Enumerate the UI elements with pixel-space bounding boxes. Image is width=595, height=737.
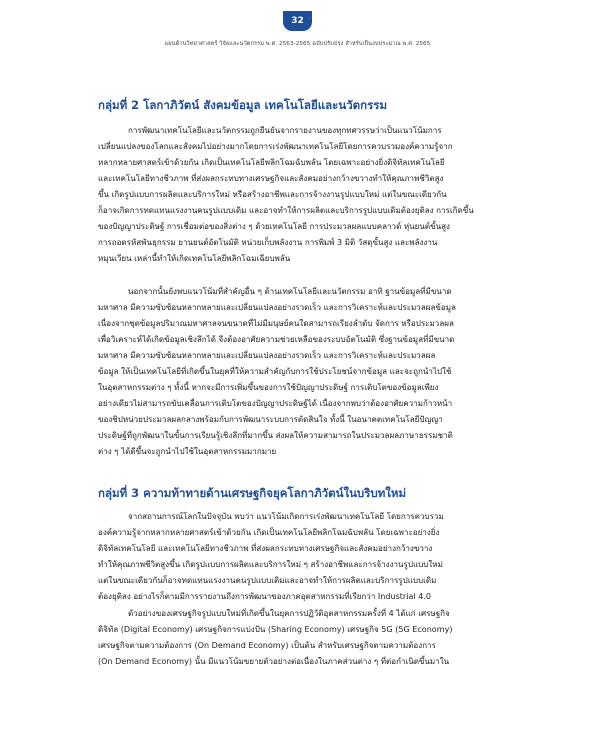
text-line: เพื่อวิเคราะห์ได้เกิดข้อมูลเชิงลึกได้ จึงต้องอาศัยความช่วยเหลือของระบบอัตโนมัติ ซึ่งฐานข้อมูลที่มีขนาด (98, 335, 455, 344)
text-line: และเทคโนโลยีทางชีวภาพ ที่ส่งผลกระทบทางเศรษฐกิจและสังคมอย่างกว้างขวางทำให้คุณภาพชีวิตสูง (98, 174, 444, 183)
text-line: ขึ้น เกิดรูปแบบการผลิตและบริการใหม่ หรือสร้างอาชีพและการจ้างงานรูปแบบใหม่ แต่ในขณะเดียวกัน (98, 190, 447, 199)
text-line: มหาศาล มีความซับซ้อนหลากหลายและเปลี่ยนแปลงอย่างรวดเร็ว และการวิเคราะห์และประมวลผล (98, 351, 436, 360)
running-header: แผนด้านวิทยาศาสตร์ วิจัยและนวัตกรรม พ.ศ. 2563-2565 ฉบับปรับปรุง สำหรับเป็นงบประมาณ พ.ศ. 2565 (164, 41, 431, 47)
text-line: อย่างเดียวไม่สามารถขับเคลื่อนการเติบโตของปัญญาประดิษฐ์ได้ เนื่องจากพบว่าต้องอาศัยความก้าวหน้า (98, 399, 453, 408)
text-line: ก็อาจเกิดการทดแทนแรงงานคนรูปแบบเดิม และอาจทำให้การผลิตและบริการรูปแบบเดิมต้องยุติลง การเกิดขึ้น (98, 206, 474, 215)
text-line: หลากหลายศาสตร์เข้าด้วยกัน เกิดเป็นเทคโนโลยีพลิกโฉมฉับพลัน โดยเฉพาะอย่างยิ่งดิจิทัลเทคโนโลยี (98, 158, 445, 167)
text-line: ของปัญญาประดิษฐ์ การเชื่อมต่อของสิ่งต่าง ๆ ด้วยเทคโนโลยี การประมวลผลแบบคลาวด์ หุ่นยนต์ขั้นสูง (98, 222, 450, 231)
text-line: ดิจิทัล (Digital Economy) เศรษฐกิจการแบ่งปัน (Sharing Economy) เศรษฐกิจ 5G (5G Economy) (98, 625, 453, 634)
text-line: ของชิปหน่วยประมวลผลกลางพร้อมกับการพัฒนาระบบการตัดสินใจ ทั้งนี้ ในอนาคตเทคโนโลยีปัญญา (98, 415, 443, 424)
paragraph (98, 509, 502, 605)
text-line: นอกจากนั้นยังพบแนวโน้มที่สำคัญอื่น ๆ ด้านเทคโนโลยีและนวัตกรรม อาทิ ฐานข้อมูลที่มีขนาด (128, 287, 452, 296)
paragraph (98, 606, 502, 670)
text-line: เศรษฐกิจตามความต้องการ (On Demand Economy) เป็นต้น สำหรับเศรษฐกิจตามความต้องการ (98, 641, 436, 650)
text-line: หมุนเวียน เหล่านี้ทำให้เกิดเทคโนโลยีพลิกโฉมเฉียบพลัน (98, 254, 291, 263)
paragraph (98, 284, 502, 460)
text-line: เปลี่ยนแปลงของโลกและสังคมไปอย่างมากโดยการเร่งพัฒนาเทคโนโลยีโดยการควบรวมองค์ความรู้จาก (98, 142, 453, 151)
text-line: การถอดรหัสพันธุกรรม ยานยนต์อัตโนมัติ หน่วยเก็บพลังงาน การพิมพ์ 3 มิติ วัสดุขั้นสูง และพลังงาน (98, 238, 438, 247)
text-line: ข้อมูล ให้เป็นเทคโนโลยีที่เกิดขึ้นในยุคที่ให้ความสำคัญกับการใช้ประโยชน์จากข้อมูล และจะถูกนำไปใช้ (98, 367, 452, 376)
text-line: แต่ในขณะเดียวกันก็อาจทดแทนแรงงานคนรูปแบบเดิมและอาจทำให้การผลิตและบริการรูปแบบเดิม (98, 576, 437, 585)
text-line: จากสถานการณ์โลกในปัจจุบัน พบว่า แนวโน้มเกิดการเร่งพัฒนาเทคโนโลยี โดยการควบรวม (128, 512, 444, 521)
text-line: มหาศาล มีความซับซ้อนหลากหลายและเปลี่ยนแปลงอย่างรวดเร็ว และการวิเคราะห์และประมวลผลข้อมูล (98, 303, 456, 312)
text-line: ทำให้คุณภาพชีวิตสูงขึ้น เกิดรูปแบบการผลิตและบริการใหม่ ๆ สร้างอาชีพและการจ้างงานรูปแบบใหม่ (98, 560, 443, 569)
text-line: ต่าง ๆ ได้ดีขึ้นจะถูกนำไปใช้ในอุตสาหกรรมมากมาย (98, 447, 277, 456)
page-number-badge: 32 (283, 11, 312, 31)
text-line: ประดิษฐ์ที่ถูกพัฒนาในขั้นการเรียนรู้เชิงลึกที่มากขึ้น ส่งผลให้ความสามารถในประมวลผลภาษาธรรมชาติ (98, 431, 453, 440)
text-line: ต้องยุติลง อย่างไรก็ตามมีการรายงานถึงการพัฒนาของภาคอุตสาหกรรมที่เรียกว่า Industrial 4.0 (98, 592, 431, 601)
section-heading-group-3: กลุ่มที่ 3 ความท้าทายด้านเศรษฐกิจยุคโลกาภิวัตน์ในบริบทใหม่ (98, 486, 407, 500)
section-heading-group-2: กลุ่มที่ 2 โลกาภิวัตน์ สังคมข้อมูล เทคโนโลยีและนวัตกรรม (98, 98, 388, 112)
text-line: องค์ความรู้จากหลากหลายศาสตร์เข้าด้วยกัน เกิดเป็นเทคโนโลยีพลิกโฉมฉับพลัน โดยเฉพาะอย่างยิ่ง (98, 528, 440, 537)
text-line: (On Demand Economy) นั้น มีแนวโน้มขยายตัวอย่างต่อเนื่องในภาคส่วนต่าง ๆ ที่ต่อกำเนิดขึ้นมาใน (98, 657, 450, 666)
text-line: เนื่องจากชุดข้อมูลปริมาณมหาศาลจนขนาดที่ไม่มีมนุษย์คนใดสามารถเรียงลำดับ จัดการ หรือประมวลผล (98, 319, 454, 328)
text-line: ตัวอย่างของเศรษฐกิจรูปแบบใหม่ที่เกิดขึ้นในยุคการปฏิวัติอุตสาหกรรมครั้งที่ 4 ได้แก่ เศรษฐกิจ (128, 609, 450, 618)
text-line: ในอุตสาหกรรมต่าง ๆ ทั้งนี้ หากจะมีการเพิ่มขึ้นของการใช้ปัญญาประดิษฐ์ การเติบโตของข้อมูลเพียง (98, 383, 439, 392)
text-line: ดิจิทัลเทคโนโลยี และเทคโนโลยีทางชีวภาพ ที่ส่งผลกระทบทางเศรษฐกิจและสังคมอย่างกว้างขวาง (98, 544, 433, 553)
paragraph (98, 123, 502, 267)
text-line: การพัฒนาเทคโนโลยีและนวัตกรรมถูกยืนยันจากรายงานของทุกทศวรรษว่าเป็นแนวโน้มการ (128, 126, 442, 135)
